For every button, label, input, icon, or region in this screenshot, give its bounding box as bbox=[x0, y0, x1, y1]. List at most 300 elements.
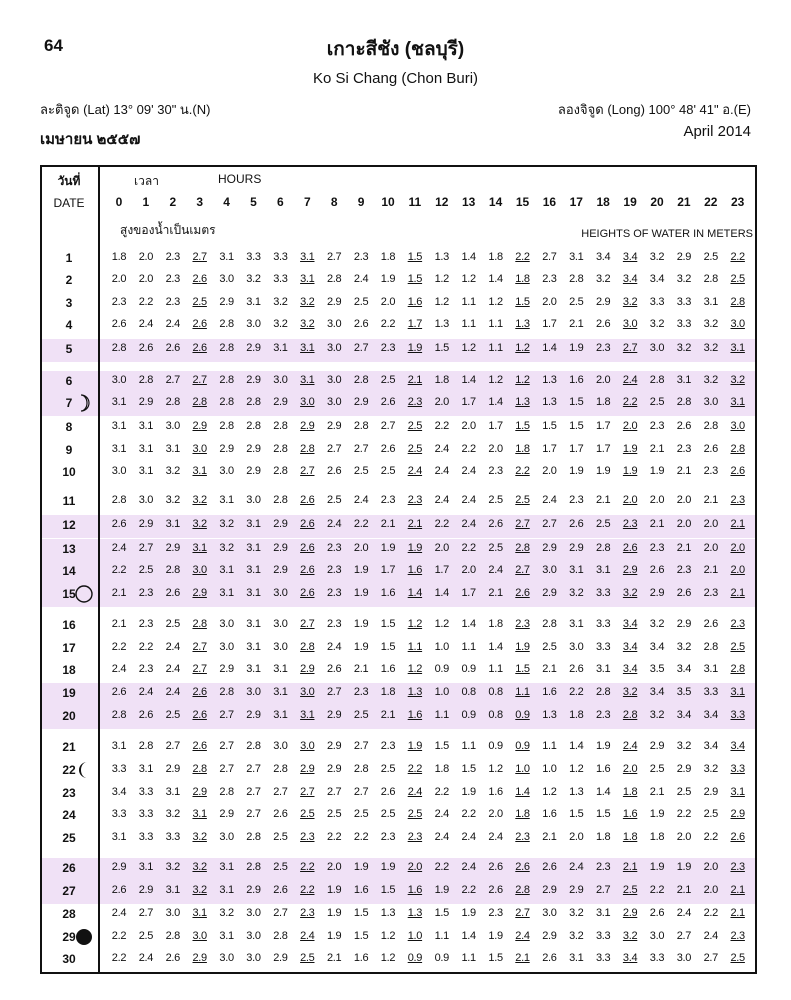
height-cell: 3.1 bbox=[246, 587, 261, 599]
height-cell: 2.6 bbox=[111, 884, 127, 896]
height-cell: 1.2 bbox=[380, 952, 396, 964]
height-cell: 2.9 bbox=[622, 564, 638, 576]
height-cell: 2.8 bbox=[111, 709, 127, 721]
height-cell: 2.0 bbox=[488, 443, 503, 455]
height-cell: 2.0 bbox=[622, 420, 638, 432]
height-cell: 2.8 bbox=[219, 686, 234, 698]
height-cell: 0.8 bbox=[488, 686, 503, 698]
height-cell: 1.6 bbox=[488, 786, 503, 798]
height-cell: 2.8 bbox=[676, 396, 692, 408]
height-cell: 2.9 bbox=[219, 663, 234, 675]
height-cell: 2.9 bbox=[542, 542, 557, 554]
height-cell: 2.6 bbox=[569, 518, 584, 530]
height-cell: 3.1 bbox=[138, 763, 154, 775]
height-cell: 3.3 bbox=[273, 251, 288, 263]
height-cell: 3.2 bbox=[622, 930, 638, 942]
height-cell: 1.1 bbox=[434, 930, 449, 942]
height-cell: 2.3 bbox=[676, 443, 692, 455]
date-label-thai: วันที่ bbox=[57, 174, 81, 188]
height-cell: 0.9 bbox=[515, 709, 530, 721]
height-cell: 3.1 bbox=[595, 663, 611, 675]
height-cell: 2.8 bbox=[353, 763, 369, 775]
height-cell: 1.2 bbox=[407, 618, 423, 630]
height-cell: 1.2 bbox=[461, 273, 476, 285]
height-cell: 2.9 bbox=[192, 786, 207, 798]
height-cell: 3.0 bbox=[273, 587, 288, 599]
height-cell: 1.0 bbox=[434, 686, 449, 698]
row-date: 24 bbox=[62, 808, 76, 822]
height-cell: 2.9 bbox=[138, 396, 154, 408]
height-cell: 2.0 bbox=[649, 494, 665, 506]
height-cell: 2.0 bbox=[407, 861, 423, 873]
height-cell: 3.2 bbox=[730, 374, 745, 386]
height-cell: 1.9 bbox=[649, 861, 665, 873]
height-cell: 2.4 bbox=[569, 861, 584, 873]
hour-header-18: 18 bbox=[596, 195, 610, 209]
height-cell: 0.9 bbox=[461, 709, 476, 721]
height-cell: 2.8 bbox=[192, 763, 207, 775]
height-cell: 2.3 bbox=[595, 709, 611, 721]
height-cell: 2.9 bbox=[676, 251, 692, 263]
height-cell: 1.5 bbox=[434, 907, 449, 919]
height-cell: 3.1 bbox=[730, 396, 745, 408]
height-cell: 3.2 bbox=[273, 318, 288, 330]
row-date: 8 bbox=[65, 420, 73, 434]
height-cell: 3.0 bbox=[730, 318, 745, 330]
height-cell: 2.1 bbox=[676, 542, 692, 554]
height-cell: 2.8 bbox=[649, 374, 665, 386]
height-cell: 2.9 bbox=[273, 396, 288, 408]
hour-header-19: 19 bbox=[623, 195, 637, 209]
height-cell: 2.6 bbox=[730, 465, 745, 477]
height-cell: 2.8 bbox=[273, 930, 288, 942]
row-date: 30 bbox=[62, 952, 76, 966]
height-cell: 2.0 bbox=[703, 542, 718, 554]
height-cell: 2.2 bbox=[461, 443, 476, 455]
height-cell: 3.1 bbox=[111, 420, 127, 432]
height-cell: 3.1 bbox=[246, 542, 261, 554]
height-cell: 1.5 bbox=[407, 251, 423, 263]
height-cell: 2.6 bbox=[300, 542, 315, 554]
height-cell: 2.6 bbox=[138, 709, 154, 721]
height-cell: 2.2 bbox=[649, 884, 665, 896]
height-cell: 1.6 bbox=[407, 709, 423, 721]
height-cell: 3.1 bbox=[192, 808, 207, 820]
height-cell: 2.8 bbox=[326, 273, 342, 285]
height-cell: 2.3 bbox=[703, 465, 718, 477]
height-cell: 1.9 bbox=[353, 618, 369, 630]
height-cell: 2.6 bbox=[676, 420, 692, 432]
height-cell: 2.0 bbox=[461, 420, 476, 432]
height-cell: 2.3 bbox=[300, 907, 315, 919]
height-cell: 2.4 bbox=[138, 686, 154, 698]
height-cell: 2.9 bbox=[326, 420, 342, 432]
height-cell: 2.3 bbox=[380, 831, 396, 843]
height-cell: 3.2 bbox=[569, 930, 584, 942]
height-cell: 2.0 bbox=[138, 251, 154, 263]
height-cell: 1.7 bbox=[595, 420, 611, 432]
height-cell: 2.6 bbox=[380, 396, 396, 408]
height-cell: 1.1 bbox=[461, 318, 476, 330]
height-cell: 0.9 bbox=[488, 740, 503, 752]
height-cell: 3.2 bbox=[219, 907, 234, 919]
height-cell: 2.9 bbox=[111, 861, 127, 873]
height-cell: 2.9 bbox=[300, 663, 315, 675]
height-cell: 1.5 bbox=[515, 663, 530, 675]
row-date: 20 bbox=[62, 709, 76, 723]
height-cell: 2.9 bbox=[192, 420, 207, 432]
height-cell: 3.0 bbox=[542, 907, 557, 919]
hour-header-12: 12 bbox=[435, 195, 449, 209]
height-cell: 1.4 bbox=[461, 374, 476, 386]
height-cell: 2.6 bbox=[703, 443, 718, 455]
height-cell: 3.0 bbox=[246, 930, 261, 942]
height-cell: 2.9 bbox=[542, 587, 557, 599]
height-cell: 1.3 bbox=[380, 907, 396, 919]
height-cell: 2.7 bbox=[219, 763, 234, 775]
height-cell: 1.3 bbox=[407, 686, 423, 698]
height-cell: 3.4 bbox=[622, 251, 638, 263]
row-date: 12 bbox=[62, 518, 76, 532]
height-cell: 3.1 bbox=[138, 420, 154, 432]
height-cell: 3.3 bbox=[649, 952, 665, 964]
height-cell: 2.1 bbox=[622, 861, 638, 873]
height-cell: 2.3 bbox=[515, 618, 530, 630]
height-cell: 2.3 bbox=[326, 587, 342, 599]
height-cell: 1.5 bbox=[542, 420, 557, 432]
height-cell: 2.8 bbox=[595, 686, 611, 698]
height-cell: 2.9 bbox=[542, 884, 557, 896]
height-cell: 3.1 bbox=[273, 663, 288, 675]
hour-header-14: 14 bbox=[488, 195, 503, 209]
height-cell: 2.5 bbox=[300, 808, 315, 820]
height-cell: 3.3 bbox=[273, 273, 288, 285]
height-cell: 3.1 bbox=[300, 374, 315, 386]
height-cell: 1.9 bbox=[380, 861, 396, 873]
height-cell: 1.2 bbox=[380, 930, 396, 942]
height-cell: 1.1 bbox=[488, 342, 503, 354]
hour-header-11: 11 bbox=[408, 195, 422, 209]
height-cell: 2.6 bbox=[300, 587, 315, 599]
height-cell: 1.4 bbox=[461, 251, 476, 263]
height-cell: 2.5 bbox=[326, 808, 342, 820]
hour-header-15: 15 bbox=[515, 195, 530, 209]
height-cell: 1.7 bbox=[488, 420, 503, 432]
height-cell: 3.2 bbox=[622, 686, 638, 698]
height-cell: 3.4 bbox=[622, 273, 638, 285]
height-cell: 2.9 bbox=[273, 542, 288, 554]
height-cell: 3.2 bbox=[192, 831, 207, 843]
height-cell: 2.7 bbox=[165, 374, 180, 386]
height-cell: 2.0 bbox=[703, 518, 718, 530]
height-cell: 3.1 bbox=[192, 907, 207, 919]
row-date: 26 bbox=[62, 861, 76, 875]
height-cell: 1.9 bbox=[622, 465, 638, 477]
height-cell: 2.7 bbox=[300, 618, 315, 630]
height-cell: 2.8 bbox=[353, 374, 369, 386]
height-cell: 2.0 bbox=[676, 518, 692, 530]
row-date: 3 bbox=[65, 296, 73, 310]
row-date: 25 bbox=[62, 831, 76, 845]
height-cell: 2.3 bbox=[165, 251, 180, 263]
height-cell: 2.9 bbox=[595, 296, 611, 308]
height-cell: 2.7 bbox=[676, 930, 692, 942]
height-cell: 3.1 bbox=[219, 587, 234, 599]
height-cell: 3.1 bbox=[730, 342, 745, 354]
height-cell: 3.0 bbox=[219, 618, 234, 630]
height-cell: 2.3 bbox=[165, 296, 180, 308]
height-cell: 2.6 bbox=[542, 952, 557, 964]
height-cell: 2.0 bbox=[622, 494, 638, 506]
height-cell: 1.9 bbox=[569, 342, 584, 354]
height-cell: 3.5 bbox=[676, 686, 692, 698]
height-cell: 2.3 bbox=[703, 587, 718, 599]
height-cell: 2.3 bbox=[111, 296, 127, 308]
height-cell: 3.0 bbox=[219, 273, 234, 285]
hour-header-0: 0 bbox=[115, 195, 123, 209]
height-cell: 2.4 bbox=[703, 930, 718, 942]
height-cell: 2.7 bbox=[300, 786, 315, 798]
height-cell: 3.1 bbox=[111, 443, 127, 455]
height-cell: 1.4 bbox=[461, 618, 476, 630]
height-cell: 3.1 bbox=[111, 396, 127, 408]
height-cell: 2.1 bbox=[730, 907, 745, 919]
height-cell: 1.2 bbox=[515, 342, 530, 354]
height-cell: 2.8 bbox=[703, 273, 718, 285]
height-cell: 2.2 bbox=[111, 952, 127, 964]
height-cell: 1.0 bbox=[515, 763, 530, 775]
height-cell: 2.7 bbox=[622, 342, 638, 354]
height-cell: 1.2 bbox=[461, 342, 476, 354]
height-cell: 3.1 bbox=[111, 740, 127, 752]
height-cell: 2.7 bbox=[326, 786, 342, 798]
height-cell: 3.0 bbox=[300, 740, 315, 752]
height-cell: 2.6 bbox=[730, 831, 745, 843]
height-cell: 1.6 bbox=[569, 374, 584, 386]
height-cell: 3.0 bbox=[649, 930, 665, 942]
height-cell: 2.2 bbox=[434, 420, 449, 432]
height-cell: 3.1 bbox=[246, 564, 261, 576]
height-cell: 3.4 bbox=[595, 251, 611, 263]
height-cell: 3.2 bbox=[219, 542, 234, 554]
height-cell: 2.4 bbox=[138, 952, 154, 964]
height-cell: 3.3 bbox=[111, 763, 127, 775]
height-cell: 2.5 bbox=[622, 884, 638, 896]
height-cell: 3.0 bbox=[192, 564, 207, 576]
height-cell: 3.0 bbox=[219, 465, 234, 477]
height-cell: 2.8 bbox=[219, 396, 234, 408]
height-cell: 2.8 bbox=[515, 542, 530, 554]
height-cell: 2.1 bbox=[703, 494, 718, 506]
height-cell: 2.6 bbox=[488, 518, 503, 530]
height-cell: 3.0 bbox=[246, 952, 261, 964]
height-cell: 2.4 bbox=[461, 465, 476, 477]
height-cell: 3.0 bbox=[192, 443, 207, 455]
height-cell: 2.8 bbox=[595, 542, 611, 554]
height-cell: 1.5 bbox=[488, 952, 503, 964]
height-cell: 3.0 bbox=[138, 494, 154, 506]
height-cell: 2.5 bbox=[273, 831, 288, 843]
height-cell: 3.0 bbox=[219, 831, 234, 843]
height-cell: 2.5 bbox=[730, 952, 745, 964]
height-cell: 2.4 bbox=[488, 831, 503, 843]
height-cell: 2.4 bbox=[111, 663, 127, 675]
height-cell: 1.9 bbox=[595, 740, 611, 752]
height-cell: 1.1 bbox=[407, 641, 423, 653]
height-cell: 1.7 bbox=[595, 443, 611, 455]
height-cell: 2.7 bbox=[165, 740, 180, 752]
height-cell: 2.5 bbox=[138, 564, 154, 576]
height-cell: 2.8 bbox=[192, 396, 207, 408]
height-cell: 2.8 bbox=[165, 396, 180, 408]
height-cell: 1.5 bbox=[515, 420, 530, 432]
height-cell: 2.4 bbox=[676, 907, 692, 919]
height-cell: 2.4 bbox=[165, 663, 180, 675]
height-cell: 2.6 bbox=[326, 465, 342, 477]
height-cell: 2.1 bbox=[703, 564, 718, 576]
height-cell: 3.1 bbox=[219, 564, 234, 576]
height-cell: 2.8 bbox=[622, 709, 638, 721]
hour-header-2: 2 bbox=[169, 195, 177, 209]
height-cell: 2.6 bbox=[649, 564, 665, 576]
height-cell: 3.2 bbox=[300, 296, 315, 308]
height-cell: 1.7 bbox=[434, 564, 449, 576]
hour-header-6: 6 bbox=[277, 195, 284, 209]
height-cell: 2.3 bbox=[515, 831, 530, 843]
height-cell: 1.8 bbox=[488, 251, 503, 263]
height-cell: 2.3 bbox=[730, 861, 745, 873]
height-cell: 2.4 bbox=[407, 786, 423, 798]
height-cell: 1.7 bbox=[569, 443, 584, 455]
height-cell: 2.8 bbox=[273, 465, 288, 477]
row-date: 4 bbox=[65, 318, 73, 332]
height-cell: 2.7 bbox=[138, 542, 154, 554]
height-cell: 2.1 bbox=[676, 884, 692, 896]
height-cell: 2.2 bbox=[434, 861, 449, 873]
height-cell: 2.1 bbox=[353, 663, 369, 675]
height-cell: 2.0 bbox=[434, 396, 449, 408]
height-cell: 2.6 bbox=[111, 518, 127, 530]
height-cell: 3.2 bbox=[703, 374, 718, 386]
heights-label-english: HEIGHTS OF WATER IN METERS bbox=[581, 228, 753, 240]
height-cell: 1.9 bbox=[407, 740, 423, 752]
height-cell: 3.1 bbox=[273, 709, 288, 721]
height-cell: 2.8 bbox=[730, 296, 745, 308]
height-cell: 1.5 bbox=[353, 930, 369, 942]
row-date: 11 bbox=[62, 494, 76, 508]
height-cell: 1.6 bbox=[407, 884, 423, 896]
height-cell: 1.2 bbox=[488, 374, 503, 386]
height-cell: 2.7 bbox=[138, 907, 154, 919]
height-cell: 2.0 bbox=[326, 861, 342, 873]
height-cell: 1.9 bbox=[622, 443, 638, 455]
height-cell: 1.9 bbox=[407, 342, 423, 354]
new-moon-icon bbox=[74, 927, 94, 947]
height-cell: 1.9 bbox=[649, 808, 665, 820]
height-cell: 3.1 bbox=[165, 786, 180, 798]
height-cell: 1.3 bbox=[434, 318, 449, 330]
row-date: 22 bbox=[62, 763, 76, 777]
height-cell: 2.5 bbox=[353, 296, 369, 308]
height-cell: 3.1 bbox=[703, 663, 718, 675]
height-cell: 3.1 bbox=[569, 251, 584, 263]
heights-label-thai: สูงของน้ำเป็นเมตร bbox=[120, 223, 216, 237]
height-cell: 1.2 bbox=[569, 763, 584, 775]
row-date: 17 bbox=[62, 641, 76, 655]
row-date: 1 bbox=[65, 251, 73, 265]
height-cell: 2.9 bbox=[246, 465, 261, 477]
full-moon-icon bbox=[74, 584, 94, 604]
height-cell: 3.3 bbox=[595, 930, 611, 942]
height-cell: 2.9 bbox=[300, 763, 315, 775]
height-cell: 2.3 bbox=[595, 342, 611, 354]
height-cell: 1.2 bbox=[488, 763, 503, 775]
height-cell: 3.4 bbox=[703, 740, 718, 752]
height-cell: 2.5 bbox=[488, 542, 503, 554]
height-cell: 2.8 bbox=[246, 420, 261, 432]
height-cell: 1.2 bbox=[488, 296, 503, 308]
height-cell: 2.6 bbox=[165, 587, 180, 599]
height-cell: 3.4 bbox=[649, 686, 665, 698]
height-cell: 2.4 bbox=[407, 465, 423, 477]
row-date: 7 bbox=[65, 396, 73, 410]
hours-label: HOURS bbox=[218, 172, 262, 186]
height-cell: 2.8 bbox=[246, 740, 261, 752]
height-cell: 2.2 bbox=[461, 884, 476, 896]
height-cell: 2.8 bbox=[165, 930, 180, 942]
height-cell: 2.9 bbox=[326, 740, 342, 752]
height-cell: 1.8 bbox=[649, 831, 665, 843]
height-cell: 2.8 bbox=[353, 420, 369, 432]
height-cell: 1.9 bbox=[434, 884, 449, 896]
height-cell: 2.5 bbox=[703, 808, 718, 820]
height-cell: 2.7 bbox=[515, 907, 530, 919]
row-date: 16 bbox=[62, 618, 76, 632]
height-cell: 2.0 bbox=[730, 542, 745, 554]
height-cell: 2.1 bbox=[488, 587, 503, 599]
row-date: 5 bbox=[65, 342, 73, 356]
height-cell: 2.9 bbox=[730, 808, 745, 820]
height-cell: 2.8 bbox=[111, 342, 127, 354]
height-cell: 3.1 bbox=[703, 296, 718, 308]
height-cell: 1.2 bbox=[434, 273, 449, 285]
height-cell: 3.1 bbox=[165, 518, 180, 530]
height-cell: 2.4 bbox=[461, 831, 476, 843]
height-cell: 2.2 bbox=[434, 518, 449, 530]
latitude-label: ละติจูด (Lat) 13° 09' 30" น.(N) bbox=[40, 102, 211, 117]
height-cell: 3.2 bbox=[595, 273, 611, 285]
height-cell: 2.6 bbox=[703, 618, 718, 630]
height-cell: 3.2 bbox=[165, 465, 180, 477]
height-cell: 1.2 bbox=[434, 618, 449, 630]
height-cell: 1.0 bbox=[407, 930, 423, 942]
height-cell: 2.1 bbox=[595, 494, 611, 506]
height-cell: 2.0 bbox=[488, 808, 503, 820]
height-cell: 3.0 bbox=[273, 618, 288, 630]
height-cell: 2.8 bbox=[219, 420, 234, 432]
height-cell: 2.2 bbox=[138, 641, 154, 653]
height-cell: 1.1 bbox=[461, 740, 476, 752]
height-cell: 2.7 bbox=[273, 907, 288, 919]
height-cell: 2.0 bbox=[111, 273, 127, 285]
height-cell: 3.2 bbox=[649, 618, 665, 630]
longitude-label: ลองจิจูด (Long) 100° 48' 41" อ.(E) bbox=[557, 102, 751, 117]
height-cell: 2.6 bbox=[622, 542, 638, 554]
month-thai: เมษายน ๒๕๕๗ bbox=[40, 131, 141, 148]
height-cell: 2.4 bbox=[434, 494, 449, 506]
height-cell: 1.4 bbox=[569, 740, 584, 752]
height-cell: 3.2 bbox=[246, 273, 261, 285]
